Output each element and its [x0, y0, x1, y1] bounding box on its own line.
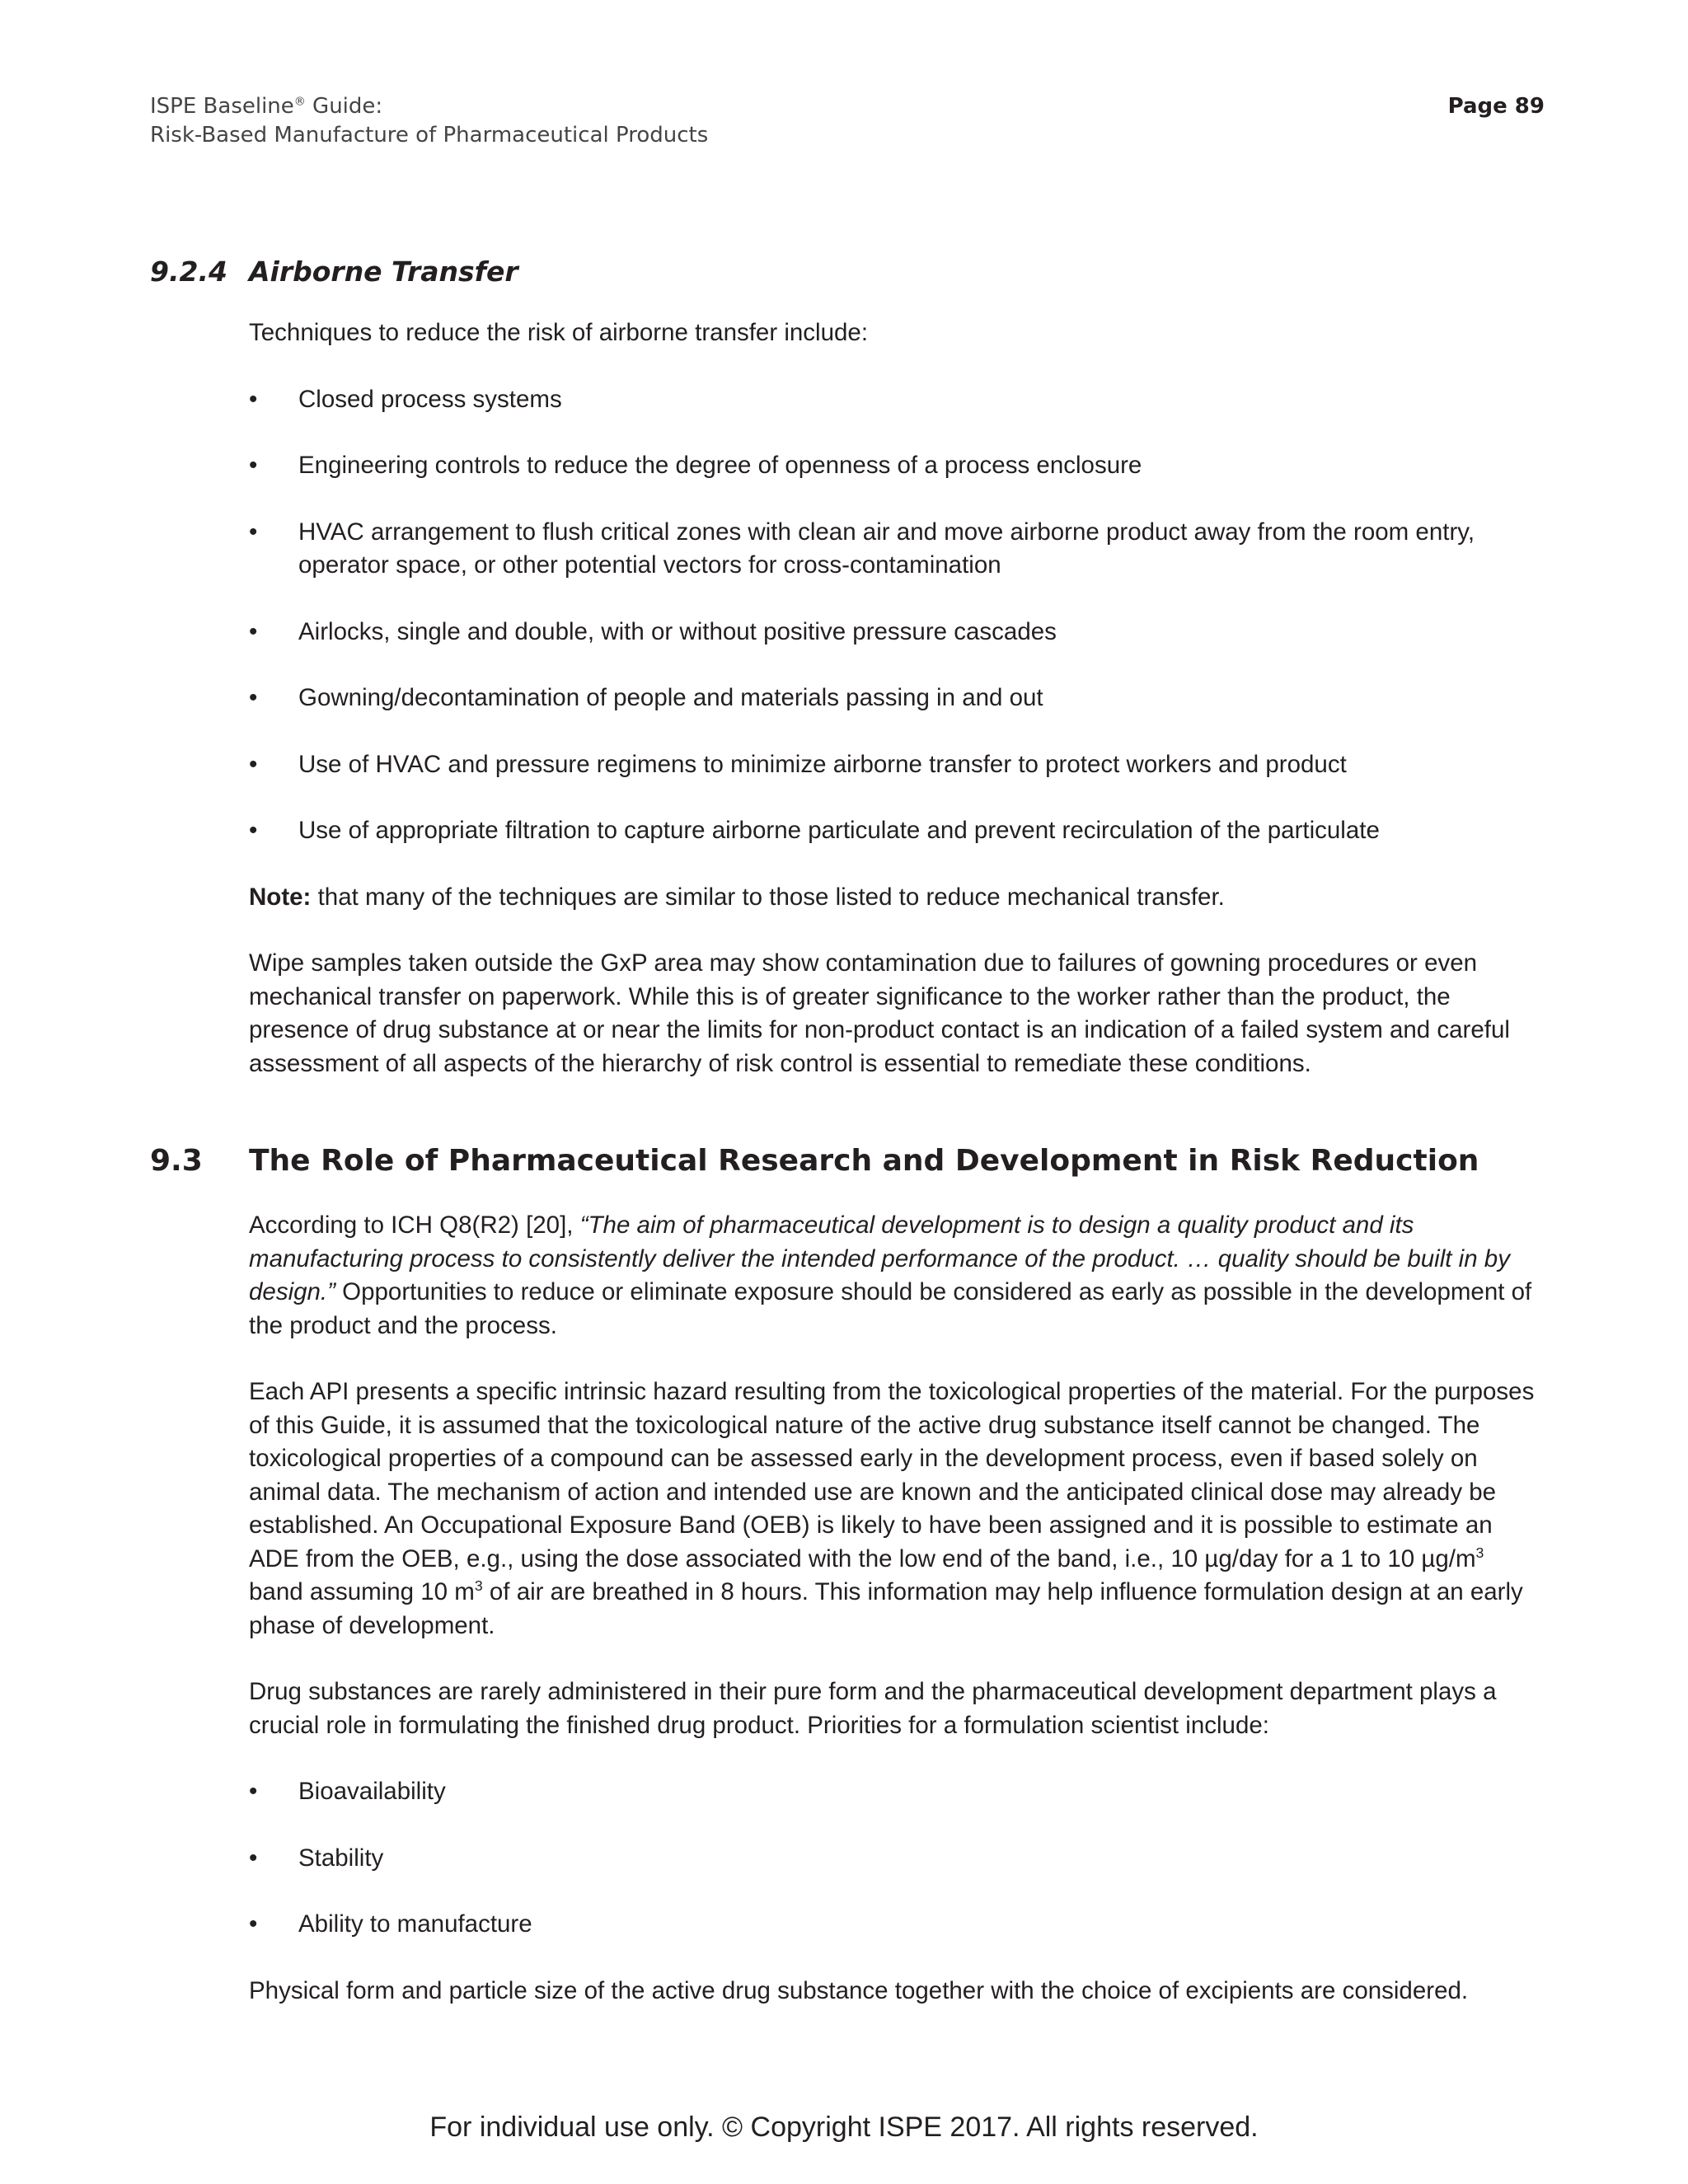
ich-tail-text: Opportunities to reduce or eliminate exposure should be considered as early as possible in the development of the product and the process.: [249, 1278, 1532, 1339]
list-item: [249, 516, 1545, 583]
section-9-3-body: [249, 1209, 1545, 2008]
bullet-icon: •: [249, 1778, 258, 1805]
copyright-footer: For individual use only. © Copyright ISPE 2017. All rights reserved.: [429, 2111, 1259, 2143]
bullet-icon: •: [249, 817, 258, 844]
formulation-paragraph: Drug substances are rarely administered in their pure form and the pharmaceutical development department plays a crucial role in formulating the finished drug product. Priorities for a formulation scientist include:: [249, 1678, 1497, 1739]
list-item: [249, 1842, 1545, 1876]
airborne-techniques-list: [249, 383, 1545, 848]
intro-paragraph: Techniques to reduce the risk of airborne transfer include:: [249, 319, 869, 346]
wipe-samples-paragraph: Wipe samples taken outside the GxP area may show contamination due to failures of gowning procedures or even mechanical transfer on paperwork. While this is of greater significance to the worker rather than the product, the presence of drug substance at or near the limits for non-product contact is an indication of a failed system and careful assessment of all aspects of the hierarchy of risk control is essential to remediate these conditions.: [249, 949, 1510, 1077]
list-item-text: Use of appropriate filtration to capture airborne particulate and prevent recirculation of the particulate: [298, 817, 1380, 844]
api-text-part-1: Each API presents a specific intrinsic hazard resulting from the toxicological properties of the material. For the purposes of this Guide, it is assumed that the toxicological nature of the active drug substance itself cannot be changed. The toxicological properties of a compound can be assessed early in the development process, even if based solely on animal data. The mechanism of action and intended use are known and the anticipated clinical dose may already be established. An Occupational Exposure Band (OEB) is likely to have been assigned and it is possible to estimate an ADE from the OEB, e.g., using the dose associated with the low end of the band, i.e., 10 µg/day for a 1 to 10 µg/m: [249, 1378, 1535, 1572]
list-item: [249, 383, 1545, 417]
section-title: The Role of Pharmaceutical Research and Development in Risk Reduction: [249, 1144, 1479, 1178]
bullet-icon: •: [249, 452, 258, 479]
list-item-text: Ability to manufacture: [298, 1910, 532, 1938]
note-text: that many of the techniques are similar to those listed to reduce mechanical transfer.: [311, 883, 1225, 911]
ich-q8-paragraph: [249, 1209, 1545, 1343]
section-9-2-4-body: [249, 316, 1545, 1080]
page-body: [150, 255, 1545, 2041]
note-label: Note:: [249, 883, 312, 911]
bullet-icon: •: [249, 1910, 258, 1938]
list-item: [249, 814, 1545, 848]
bullet-icon: •: [249, 518, 258, 546]
bullet-icon: •: [249, 1844, 258, 1872]
formulation-priorities-list: [249, 1775, 1545, 1942]
list-item-text: Stability: [298, 1844, 384, 1872]
bullet-icon: •: [249, 385, 258, 413]
list-item-text: Airlocks, single and double, with or without positive pressure cascades: [298, 617, 1057, 645]
section-number: 9.3: [150, 1144, 203, 1178]
api-text-part-3: of air are breathed in 8 hours. This information may help influence formulation design at an early phase of development.: [249, 1578, 1523, 1639]
page-header: [150, 92, 1545, 150]
ich-lead-text: According to ICH Q8(R2) [20],: [249, 1212, 580, 1239]
api-hazard-paragraph: [249, 1376, 1545, 1643]
section-number: 9.2.4: [150, 255, 227, 288]
list-item: [249, 1775, 1545, 1809]
api-text-part-2: band assuming 10 m: [249, 1578, 475, 1605]
list-item: [249, 682, 1545, 715]
ich-quote: “The aim of pharmaceutical development is to design a quality product and its manufacturing process to consistently deliver the intended performance of the product. … quality should be built in by design.”: [249, 1212, 1510, 1305]
list-item-text: HVAC arrangement to flush critical zones with clean air and move airborne product away from the room entry, operator space, or other potential vectors for cross-contamination: [298, 518, 1475, 579]
header-guide-line: ISPE Baseline® Guide:: [150, 94, 383, 119]
section-heading-9-2-4: [150, 255, 1545, 288]
section-title: Airborne Transfer: [249, 255, 518, 288]
bullet-icon: •: [249, 750, 258, 778]
superscript: 3: [474, 1577, 483, 1595]
list-item: [249, 449, 1545, 483]
list-item-text: Use of HVAC and pressure regimens to minimize airborne transfer to protect workers and product: [298, 750, 1347, 778]
list-item: [249, 616, 1545, 649]
note-paragraph: [249, 881, 1545, 915]
section-heading-9-3: [150, 1143, 1545, 1179]
page-number: Page 89: [1447, 94, 1545, 119]
list-item: [249, 748, 1545, 782]
list-item-text: Bioavailability: [298, 1778, 446, 1805]
list-item: [249, 1908, 1545, 1942]
superscript: 3: [1475, 1544, 1484, 1561]
header-guide-title: Risk-Based Manufacture of Pharmaceutical Products: [150, 123, 709, 148]
bullet-icon: •: [249, 684, 258, 711]
list-item-text: Gowning/decontamination of people and materials passing in and out: [298, 684, 1043, 711]
list-item-text: Engineering controls to reduce the degree of openness of a process enclosure: [298, 452, 1142, 479]
physical-form-paragraph: Physical form and particle size of the active drug substance together with the choice of excipients are considered.: [249, 1976, 1469, 2004]
bullet-icon: •: [249, 617, 258, 645]
list-item-text: Closed process systems: [298, 385, 562, 413]
